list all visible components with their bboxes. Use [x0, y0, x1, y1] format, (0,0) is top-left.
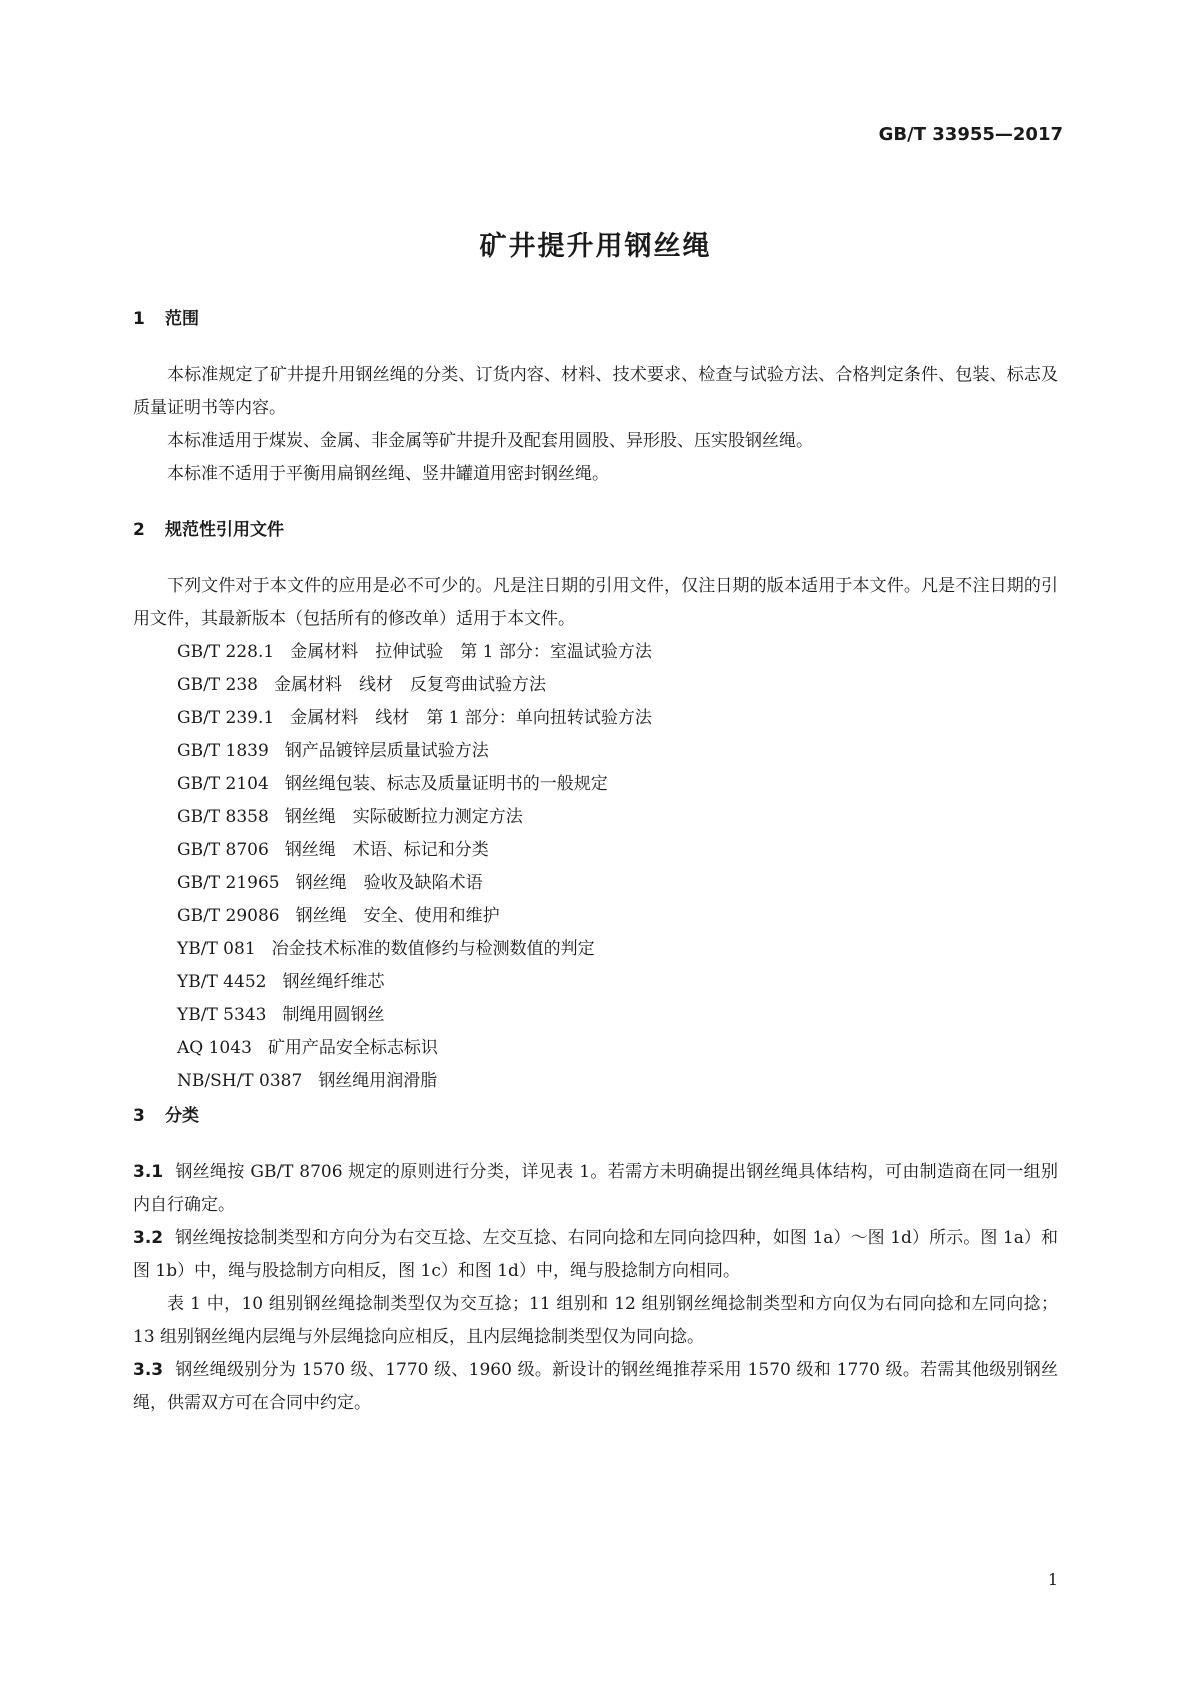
reference-title: 矿用产品安全标志标识 — [267, 1038, 438, 1058]
reference-item — [177, 999, 1058, 1032]
clause-number: 3.1 — [133, 1162, 164, 1182]
reference-code: GB/T 239.1 — [177, 708, 275, 728]
clause-3-1 — [133, 1156, 1058, 1222]
section-scope — [133, 307, 1058, 491]
reference-title: 冶金技术标准的数值修约与检测数值的判定 — [271, 939, 595, 959]
reference-title: 钢丝绳 安全、使用和维护 — [295, 906, 500, 926]
reference-code: GB/T 8706 — [177, 840, 269, 860]
reference-item — [177, 867, 1058, 900]
clause-text: 钢丝绳按捻制类型和方向分为右交互捻、左交互捻、右同向捻和左同向捻四种，如图 1a）～图 1d）所示。图 1a）和图 1b）中，绳与股捻制方向相反，图 1c）和图 1d）中，绳与股捻制方向相同。 — [133, 1228, 1058, 1281]
clause-number: 3.2 — [133, 1228, 164, 1248]
reference-item — [177, 1032, 1058, 1065]
section-heading — [133, 1104, 1058, 1128]
section-title: 范围 — [165, 309, 199, 329]
reference-title: 金属材料 线材 第 1 部分：单向扭转试验方法 — [290, 708, 652, 728]
clause-3-2 — [133, 1222, 1058, 1288]
reference-code: YB/T 5343 — [177, 1005, 267, 1025]
reference-item — [177, 702, 1058, 735]
section-number: 3 — [133, 1106, 145, 1126]
reference-code: GB/T 1839 — [177, 741, 269, 761]
reference-code: GB/T 228.1 — [177, 642, 275, 662]
reference-title: 制绳用圆钢丝 — [282, 1005, 385, 1025]
reference-code: GB/T 8358 — [177, 807, 269, 827]
references-intro: 下列文件对于本文件的应用是必不可少的。凡是注日期的引用文件，仅注日期的版本适用于本文件。凡是不注日期的引用文件，其最新版本（包括所有的修改单）适用于本文件。 — [133, 576, 1058, 629]
section-number: 2 — [133, 520, 145, 540]
paragraph: 本标准规定了矿井提升用钢丝绳的分类、订货内容、材料、技术要求、检查与试验方法、合格判定条件、包装、标志及质量证明书等内容。 — [133, 365, 1058, 418]
section-number: 1 — [133, 309, 145, 329]
clause-3-3 — [133, 1354, 1058, 1420]
reference-title: 金属材料 拉伸试验 第 1 部分：室温试验方法 — [290, 642, 652, 662]
clause-text: 钢丝绳级别分为 1570 级、1770 级、1960 级。新设计的钢丝绳推荐采用 1570 级和 1770 级。若需其他级别钢丝绳，供需双方可在合同中约定。 — [133, 1360, 1058, 1413]
reference-code: GB/T 238 — [177, 675, 258, 695]
reference-item — [177, 1065, 1058, 1098]
section-title: 分类 — [165, 1106, 199, 1126]
clause-text: 钢丝绳按 GB/T 8706 规定的原则进行分类，详见表 1。若需方未明确提出钢丝绳具体结构，可由制造商在同一组别内自行确定。 — [133, 1162, 1058, 1215]
page-number: 1 — [1047, 1570, 1058, 1589]
paragraph: 本标准不适用于平衡用扁钢丝绳、竖井罐道用密封钢丝绳。 — [167, 464, 609, 484]
reference-title: 金属材料 线材 反复弯曲试验方法 — [274, 675, 546, 695]
reference-title: 钢丝绳纤维芯 — [282, 972, 385, 992]
standard-code: GB/T 33955—2017 — [878, 124, 1063, 145]
reference-item — [177, 636, 1058, 669]
reference-item — [177, 900, 1058, 933]
reference-title: 钢丝绳包装、标志及质量证明书的一般规定 — [284, 774, 608, 794]
reference-item — [177, 801, 1058, 834]
section-classification — [133, 1104, 1058, 1420]
reference-item — [177, 735, 1058, 768]
reference-code: AQ 1043 — [177, 1038, 252, 1058]
section-title: 规范性引用文件 — [165, 520, 284, 540]
reference-item — [177, 768, 1058, 801]
reference-title: 钢丝绳 实际破断拉力测定方法 — [284, 807, 523, 827]
section-heading — [133, 518, 1058, 542]
reference-title: 钢产品镀锌层质量试验方法 — [284, 741, 489, 761]
reference-item — [177, 834, 1058, 867]
reference-item — [177, 669, 1058, 702]
reference-code: GB/T 29086 — [177, 906, 280, 926]
reference-item — [177, 933, 1058, 966]
reference-title: 钢丝绳 术语、标记和分类 — [284, 840, 489, 860]
section-heading — [133, 307, 1058, 331]
reference-title: 钢丝绳 验收及缺陷术语 — [295, 873, 483, 893]
document-title: 矿井提升用钢丝绳 — [479, 231, 712, 262]
reference-code: YB/T 4452 — [177, 972, 267, 992]
section-normative-references — [133, 518, 1058, 1098]
reference-title: 钢丝绳用润滑脂 — [318, 1071, 438, 1091]
reference-code: GB/T 2104 — [177, 774, 269, 794]
paragraph: 本标准适用于煤炭、金属、非金属等矿井提升及配套用圆股、异形股、压实股钢丝绳。 — [167, 431, 813, 451]
reference-code: YB/T 081 — [177, 939, 256, 959]
reference-code: GB/T 21965 — [177, 873, 280, 893]
reference-item — [177, 966, 1058, 999]
reference-code: NB/SH/T 0387 — [177, 1071, 303, 1091]
reference-list — [133, 636, 1058, 1098]
clause-3-2-note: 表 1 中，10 组别钢丝绳捻制类型仅为交互捻；11 组别和 12 组别钢丝绳捻制类型和方向仅为右同向捻和左同向捻；13 组别钢丝绳内层绳与外层绳捻向应相反，且内层绳捻制类型仅为同向捻。 — [133, 1294, 1058, 1347]
clause-number: 3.3 — [133, 1360, 164, 1380]
